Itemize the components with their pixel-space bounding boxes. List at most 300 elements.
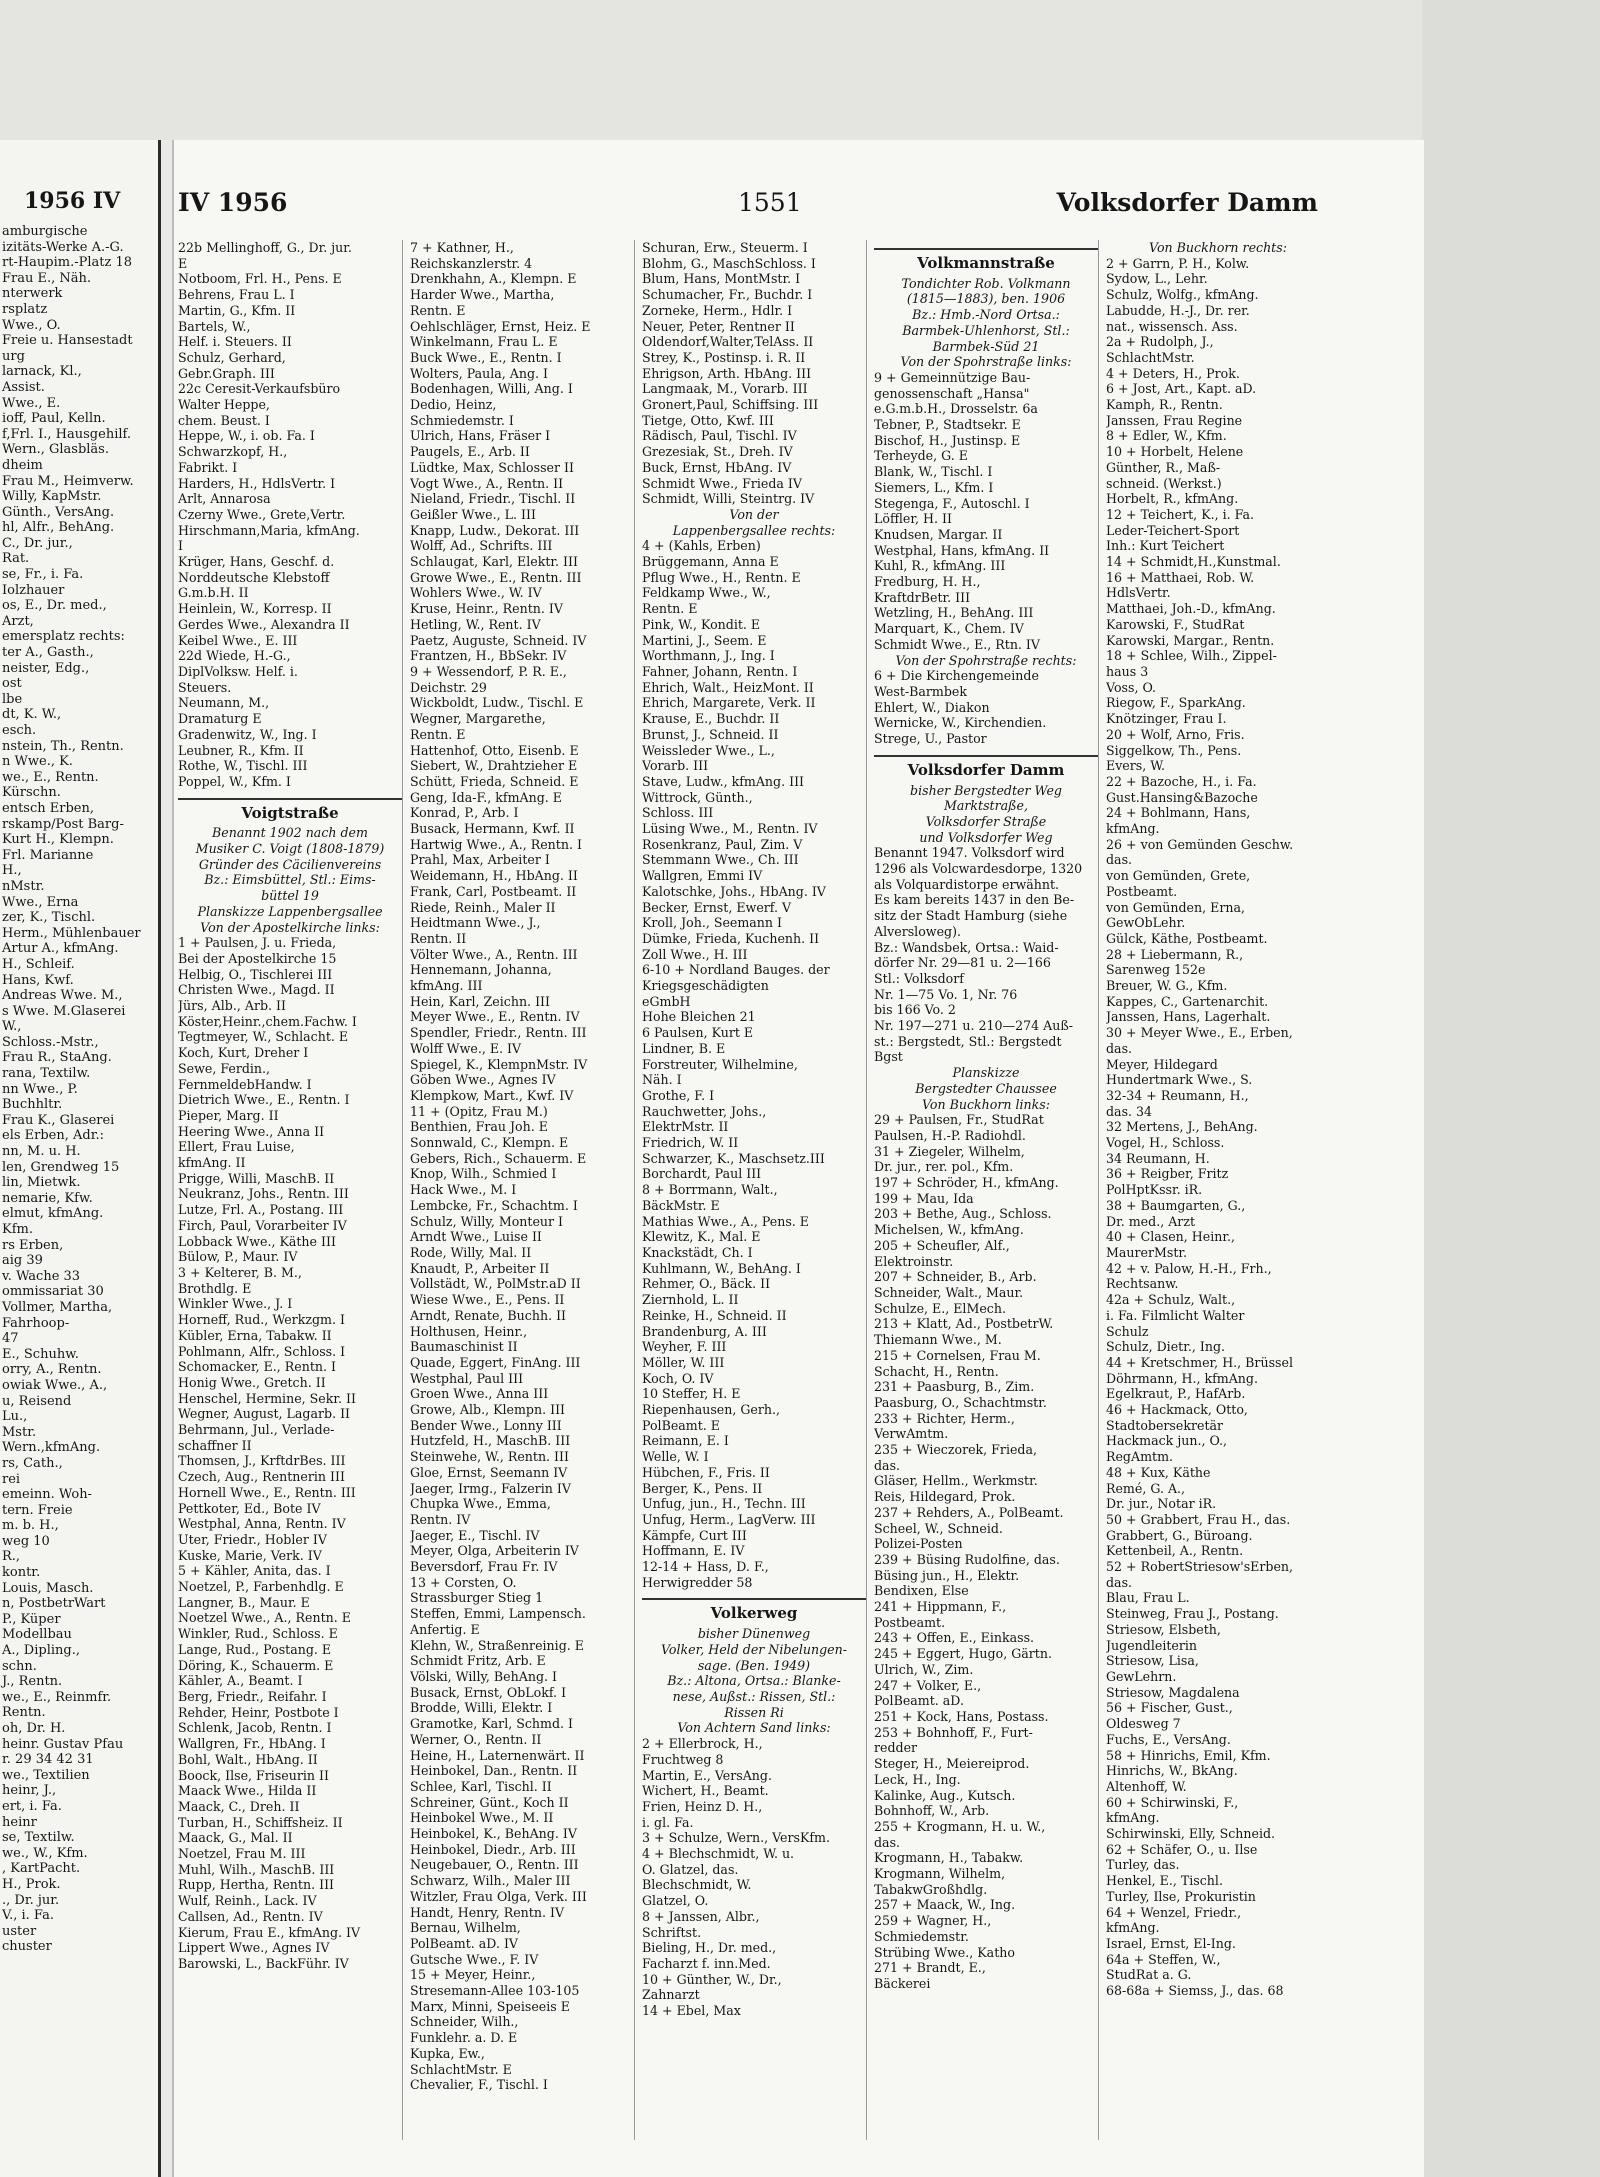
directory-entry: 197 + Schröder, H., kfmAng. bbox=[874, 1175, 1059, 1191]
column-5 bbox=[1106, 240, 1330, 2140]
directory-entry: Notboom, Frl. H., Pens. E bbox=[178, 271, 342, 287]
directory-entry: 15 + Meyer, Heinr., bbox=[410, 1967, 536, 1983]
directory-entry: Poppel, W., Kfm. I bbox=[178, 773, 291, 789]
directory-entry: Meyer, Hildegard bbox=[1106, 1056, 1218, 1072]
directory-entry: Wichert, H., Beamt. bbox=[642, 1783, 769, 1799]
directory-entry: 251 + Kock, Hans, Postass. bbox=[874, 1708, 1049, 1724]
directory-entry: Bohnhoff, W., Arb. bbox=[874, 1803, 990, 1819]
left-page-line: Lu., bbox=[2, 1409, 28, 1425]
directory-entry: Kalotschke, Johs., HbAng. IV bbox=[642, 883, 826, 899]
directory-entry: Buck Wwe., E., Rentn. I bbox=[410, 349, 562, 365]
running-street-title: Volksdorfer Damm bbox=[1056, 188, 1318, 217]
directory-entry: 1296 als Volcwardesdorpe, 1320 bbox=[874, 861, 1083, 877]
directory-entry: Rentn. E bbox=[410, 726, 466, 742]
directory-entry: Striesow, Lisa, bbox=[1106, 1653, 1199, 1669]
directory-entry: Wohlers Wwe., W. IV bbox=[410, 585, 542, 601]
directory-entry: Barmbek-Uhlenhorst, Stl.: bbox=[902, 322, 1070, 338]
directory-entry: 3 + Kelterer, B. M., bbox=[178, 1265, 302, 1280]
left-page-line: schn. bbox=[2, 1658, 37, 1674]
directory-entry: Bischof, H., Justinsp. E bbox=[874, 432, 1021, 448]
left-page-line: Iolzhauer bbox=[2, 582, 65, 598]
directory-entry: Lobback Wwe., Käthe III bbox=[178, 1233, 336, 1249]
directory-entry: Musiker C. Voigt (1808-1879) bbox=[195, 841, 385, 857]
directory-entry: Strassburger Stieg 1 bbox=[410, 1590, 544, 1606]
directory-entry: 215 + Cornelsen, Frau M. bbox=[874, 1347, 1041, 1363]
directory-entry: Kämpfe, Curt III bbox=[642, 1527, 747, 1543]
left-page-line: entsch Erben, bbox=[2, 800, 94, 816]
directory-entry: Hein, Karl, Zeichn. III bbox=[410, 993, 550, 1009]
directory-entry: Martin, G., Kfm. II bbox=[178, 302, 296, 318]
left-page-line: n, PostbetrWart bbox=[2, 1596, 106, 1612]
directory-entry: Holthusen, Heinr., bbox=[410, 1323, 528, 1339]
directory-entry: Rothe, W., Tischl. III bbox=[178, 758, 308, 774]
directory-entry: PolBeamt. aD. IV bbox=[410, 1935, 519, 1951]
directory-entry: Schlenk, Jacob, Rentn. I bbox=[178, 1720, 332, 1736]
directory-entry: Beversdorf, Frau Fr. IV bbox=[410, 1559, 558, 1575]
street-heading: Volkerweg bbox=[642, 1598, 866, 1622]
directory-entry: Pink, W., Kondit. E bbox=[642, 616, 761, 632]
directory-entry: TabakwGroßhdlg. bbox=[874, 1881, 988, 1897]
directory-entry: Anfertig. E bbox=[410, 1621, 480, 1637]
directory-entry: Firch, Paul, Vorarbeiter IV bbox=[178, 1217, 347, 1233]
directory-entry: Jaeger, Irmg., Falzerin IV bbox=[410, 1480, 571, 1496]
directory-entry: Breuer, W. G., Kfm. bbox=[1106, 978, 1228, 994]
directory-entry: Paasburg, O., Schachtmstr. bbox=[874, 1394, 1047, 1410]
directory-entry: Tegtmeyer, W., Schlacht. E bbox=[178, 1029, 349, 1045]
directory-entry: büttel 19 bbox=[261, 888, 319, 904]
directory-entry: Ehrich, Walt., HeizMont. II bbox=[642, 679, 814, 695]
directory-entry: Schneider, Wilh., bbox=[410, 2014, 519, 2030]
directory-entry: 58 + Hinrichs, Emil, Kfm. bbox=[1106, 1747, 1271, 1763]
directory-entry: Bäckerei bbox=[874, 1975, 931, 1991]
directory-entry: Von der Spohrstraße rechts: bbox=[895, 652, 1077, 668]
left-page-line: W., bbox=[2, 1019, 22, 1035]
directory-entry: Wallgren, Emmi IV bbox=[642, 868, 763, 884]
directory-entry: Brothdlg. E bbox=[178, 1280, 252, 1296]
directory-entry: Bz.: Wandsbek, Ortsa.: Waid- bbox=[874, 939, 1059, 955]
directory-entry: Thomsen, J., KrftdrBes. III bbox=[178, 1453, 346, 1469]
directory-entry: MaurerMstr. bbox=[1106, 1245, 1188, 1260]
directory-entry: bisher Dünenweg bbox=[697, 1626, 811, 1642]
directory-entry: 44 + Kretschmer, H., Brüssel bbox=[1106, 1354, 1293, 1370]
directory-entry: GewLehrn. bbox=[1106, 1668, 1177, 1684]
left-page-line: kontr. bbox=[2, 1565, 41, 1581]
directory-entry: Berg, Friedr., Reifahr. I bbox=[178, 1688, 327, 1704]
directory-entry: Czech, Aug., Rentnerin III bbox=[178, 1469, 345, 1485]
directory-entry: Knudsen, Margar. II bbox=[874, 526, 1003, 542]
directory-entry: 6 Paulsen, Kurt E bbox=[642, 1025, 754, 1041]
column-3 bbox=[642, 240, 867, 2140]
street-heading: Volkmannstraße bbox=[874, 248, 1098, 272]
column-1 bbox=[178, 240, 403, 2140]
directory-entry: 257 + Maack, W., Ing. bbox=[874, 1897, 1016, 1913]
directory-entry: Bartels, W., bbox=[178, 318, 251, 334]
directory-entry: sitz der Stadt Hamburg (siehe bbox=[874, 908, 1068, 924]
directory-entry: Schulz bbox=[1106, 1323, 1149, 1339]
directory-entry: Zorneke, Herm., Hdlr. I bbox=[642, 302, 793, 318]
directory-entry: Rentn. II bbox=[410, 930, 467, 946]
directory-entry: Büsing jun., H., Elektr. bbox=[874, 1567, 1020, 1583]
directory-entry: Grezesiak, St., Dreh. IV bbox=[642, 444, 793, 460]
directory-entry: Gramotke, Karl, Schmd. I bbox=[410, 1716, 574, 1732]
left-page-line: rs, Cath., bbox=[2, 1455, 63, 1471]
directory-entry: Unfug, jun., H., Techn. III bbox=[642, 1496, 806, 1512]
directory-entry: 235 + Wieczorek, Frieda, bbox=[874, 1442, 1037, 1458]
directory-entry: Schreiner, Günt., Koch II bbox=[410, 1794, 569, 1810]
left-page-line: A., Dipling., bbox=[2, 1643, 80, 1659]
directory-entry: Striesow, Magdalena bbox=[1106, 1684, 1240, 1700]
directory-entry: Gust.Hansing&Bazoche bbox=[1106, 789, 1258, 805]
directory-entry: KraftdrBetr. III bbox=[874, 589, 971, 605]
directory-entry: Siemers, L., Kfm. I bbox=[874, 479, 994, 495]
left-page-line: se, Textilw. bbox=[2, 1830, 75, 1846]
directory-entry: Karowski, Margar., Rentn. bbox=[1106, 632, 1275, 648]
directory-entry: Hohe Bleichen 21 bbox=[642, 1009, 756, 1025]
directory-entry: Ellert, Frau Luise, bbox=[178, 1139, 295, 1155]
directory-entry: Rosenkranz, Paul, Zim. V bbox=[642, 836, 803, 852]
directory-entry: Lüdtke, Max, Schlosser II bbox=[410, 459, 574, 475]
directory-entry: 22 + Bazoche, H., i. Fa. bbox=[1106, 773, 1257, 789]
left-page-line: E., Schuhw. bbox=[2, 1346, 79, 1362]
directory-entry: Von der Spohrstraße links: bbox=[900, 354, 1072, 370]
directory-entry: Von Buckhorn rechts: bbox=[1149, 240, 1287, 255]
directory-entry: Harder Wwe., Martha, bbox=[410, 287, 555, 303]
directory-entry: das. bbox=[874, 1834, 901, 1850]
directory-entry: Lindner, B. E bbox=[642, 1040, 726, 1056]
directory-entry: Wiese Wwe., E., Pens. II bbox=[410, 1292, 565, 1308]
directory-entry: Kalinke, Aug., Kutsch. bbox=[874, 1787, 1016, 1803]
directory-entry: Rode, Willy, Mal. II bbox=[410, 1245, 532, 1260]
left-page-line: ommissariat 30 bbox=[2, 1284, 104, 1300]
directory-entry: 2 + Ellerbrock, H., bbox=[642, 1736, 763, 1752]
left-page-line: heinr. Gustav Pfau bbox=[2, 1736, 124, 1752]
directory-entry: Jaeger, E., Tischl. IV bbox=[410, 1527, 540, 1543]
directory-entry: Brodde, Willi, Elektr. I bbox=[410, 1700, 553, 1716]
left-page-line: Wern.,kfmAng. bbox=[2, 1440, 101, 1456]
directory-entry: Rädisch, Paul, Tischl. IV bbox=[642, 428, 797, 444]
directory-entry: Lappenbergsallee rechts: bbox=[672, 522, 836, 538]
directory-entry: st.: Bergstedt, Stl.: Bergstedt bbox=[874, 1033, 1062, 1049]
directory-entry: ElektrMstr. II bbox=[642, 1119, 729, 1135]
directory-entry: BäckMstr. E bbox=[642, 1197, 720, 1213]
directory-entry: Rehder, Heinr, Postbote I bbox=[178, 1704, 339, 1720]
directory-entry: 231 + Paasburg, B., Zim. bbox=[874, 1379, 1035, 1395]
directory-entry: Paulsen, H.-P. Radiohdl. bbox=[874, 1127, 1026, 1143]
left-page-line: aig 39 bbox=[2, 1253, 43, 1269]
directory-entry: 7 + Kathner, H., bbox=[410, 240, 514, 255]
left-page-line: J., Rentn. bbox=[2, 1674, 63, 1690]
directory-entry: Planskizze Lappenbergsallee bbox=[197, 903, 383, 919]
directory-entry: 29 + Paulsen, Fr., StudRat bbox=[874, 1112, 1044, 1128]
directory-entry: schneid. (Werkst.) bbox=[1106, 475, 1222, 491]
directory-entry: Hirschmann,Maria, kfmAng. bbox=[178, 522, 360, 538]
directory-entry: Schulze, E., ElMech. bbox=[874, 1300, 1006, 1316]
directory-entry: 62 + Schäfer, O., u. Ilse bbox=[1106, 1841, 1258, 1857]
directory-entry: Remé, G. A., bbox=[1106, 1480, 1186, 1496]
directory-entry: Schmiedemstr. I bbox=[410, 412, 514, 428]
directory-entry: Hoffmann, E. IV bbox=[642, 1543, 745, 1559]
left-page-line: f,Frl. I., Hausgehilf. bbox=[2, 426, 131, 442]
directory-entry: 22b Mellinghoff, G., Dr. jur. bbox=[178, 240, 352, 255]
directory-entry: Funklehr. a. D. E bbox=[410, 2030, 518, 2046]
directory-entry: Turban, H., Schiffsheiz. II bbox=[178, 1814, 343, 1830]
directory-entry: Wegner, August, Lagarb. II bbox=[178, 1406, 351, 1422]
page-number: 1551 bbox=[738, 188, 802, 217]
directory-entry: Volker, Held der Nibelungen- bbox=[660, 1641, 848, 1657]
directory-entry: Gebr.Graph. III bbox=[178, 365, 275, 381]
left-page-line: zer, K., Tischl. bbox=[2, 910, 96, 926]
directory-entry: Reis, Hildegard, Prok. bbox=[874, 1489, 1016, 1505]
directory-entry: Hornell Wwe., E., Rentn. III bbox=[178, 1484, 356, 1500]
directory-entry: Marktstraße, bbox=[943, 798, 1029, 814]
directory-entry: SchlachtMstr. E bbox=[410, 2061, 512, 2077]
directory-entry: 20 + Wolf, Arno, Fris. bbox=[1106, 726, 1245, 742]
directory-entry: Maack, C., Dreh. II bbox=[178, 1798, 300, 1814]
directory-entry: Kruse, Heinr., Rentn. IV bbox=[410, 601, 563, 617]
left-page-line: nn Wwe., P. bbox=[2, 1081, 78, 1097]
directory-entry: Reinke, H., Schneid. II bbox=[642, 1307, 787, 1323]
directory-entry: von Gemünden, Erna, bbox=[1106, 899, 1245, 915]
directory-entry: Martini, J., Seem. E bbox=[642, 632, 767, 648]
directory-entry: Vogel, H., Schloss. bbox=[1106, 1135, 1225, 1151]
directory-entry: 26 + von Gemünden Geschw. bbox=[1106, 836, 1294, 852]
directory-entry: Vollstädt, W., PolMstr.aD II bbox=[410, 1276, 581, 1292]
left-page-line: Rentn. bbox=[2, 1705, 46, 1721]
directory-entry: Bergstedter Chaussee bbox=[915, 1080, 1057, 1096]
directory-entry: Schwarz, Wilh., Maler III bbox=[410, 1873, 571, 1889]
directory-entry: 34 Reumann, H. bbox=[1106, 1150, 1210, 1166]
directory-entry: Noetzel, P., Farbenhdlg. E bbox=[178, 1579, 344, 1595]
left-page-line: Wwe., E. bbox=[2, 395, 61, 411]
left-page-line: Wwe., O. bbox=[2, 317, 61, 333]
directory-entry: Klewitz, K., Mal. E bbox=[642, 1229, 761, 1245]
directory-entry: Wernicke, W., Kirchendien. bbox=[874, 715, 1047, 731]
directory-entry: 8 + Edler, W., Kfm. bbox=[1106, 428, 1227, 444]
directory-entry: Lippert Wwe., Agnes IV bbox=[178, 1940, 330, 1956]
directory-entry: Christen Wwe., Magd. II bbox=[178, 982, 335, 998]
directory-entry: Kroll, Joh., Seemann I bbox=[642, 915, 783, 931]
directory-entry: Siggelkow, Th., Pens. bbox=[1106, 742, 1242, 758]
directory-entry: haus 3 bbox=[1106, 663, 1149, 679]
directory-entry: Harders, H., HdlsVertr. I bbox=[178, 475, 336, 491]
directory-entry: Gläser, Hellm., Werkmstr. bbox=[874, 1473, 1038, 1489]
directory-entry: Wulf, Reinh., Lack. IV bbox=[178, 1893, 317, 1909]
left-page-line: Kürschn. bbox=[2, 785, 61, 801]
directory-entry: Fredburg, H. H., bbox=[874, 574, 981, 590]
directory-entry: Bohl, Walt., HbAng. II bbox=[178, 1751, 318, 1767]
directory-entry: Koch, Kurt, Dreher I bbox=[178, 1045, 309, 1061]
left-page-line: uster bbox=[2, 1923, 37, 1939]
directory-entry: Schwarzkopf, H., bbox=[178, 444, 288, 460]
directory-entry: Becker, Ernst, Ewerf. V bbox=[642, 899, 792, 915]
directory-entry: 205 + Scheufler, Alf., bbox=[874, 1237, 1010, 1253]
directory-entry: Blank, W., Tischl. I bbox=[874, 464, 993, 480]
left-page-line: ert, i. Fa. bbox=[2, 1798, 62, 1814]
directory-entry: i. Fa. Filmlicht Walter bbox=[1106, 1307, 1245, 1323]
directory-entry: Dedio, Heinz, bbox=[410, 397, 497, 413]
directory-entry: schaffner II bbox=[178, 1437, 252, 1453]
directory-entry: Walter Heppe, bbox=[178, 397, 270, 413]
directory-entry: Kriegsgeschädigten bbox=[642, 978, 769, 994]
directory-entry: Forstreuter, Wilhelmine, bbox=[642, 1056, 798, 1072]
directory-entry: Ulrich, Hans, Fräser I bbox=[410, 428, 551, 444]
left-page-line: 47 bbox=[2, 1331, 19, 1347]
directory-entry: Busack, Hermann, Kwf. II bbox=[410, 821, 575, 837]
directory-entry: Hinrichs, W., BkAng. bbox=[1106, 1763, 1238, 1779]
directory-entry: Pieper, Marg. II bbox=[178, 1107, 279, 1123]
directory-entry: Klehn, W., Straßenreinig. E bbox=[410, 1637, 584, 1653]
directory-entry: Fruchtweg 8 bbox=[642, 1751, 724, 1767]
left-page-line: owiak Wwe., A., bbox=[2, 1377, 108, 1393]
directory-entry: 199 + Mau, Ida bbox=[874, 1190, 974, 1206]
directory-entry: Dramaturg E bbox=[178, 711, 262, 727]
left-page-line: Louis, Masch. bbox=[2, 1580, 94, 1596]
left-page-line: len, Grendweg 15 bbox=[2, 1159, 120, 1175]
directory-entry: Janssen, Frau Regine bbox=[1106, 412, 1243, 428]
directory-entry: Kuhlmann, W., BehAng. I bbox=[642, 1260, 801, 1276]
directory-entry: 40 + Clasen, Heinr., bbox=[1106, 1229, 1236, 1245]
left-page-line: C., Dr. jur., bbox=[2, 535, 73, 551]
directory-entry: Steger, H., Meiereiprod. bbox=[874, 1756, 1030, 1772]
directory-entry: Klempkow, Mart., Kwf. IV bbox=[410, 1087, 574, 1103]
left-page-line: ioff, Paul, Kelln. bbox=[2, 411, 106, 427]
left-page-line: Buchhltr. bbox=[2, 1097, 63, 1113]
directory-entry: Heinbokel, Diedr., Arb. III bbox=[410, 1841, 576, 1857]
left-page-line: Frau E., Näh. bbox=[2, 270, 92, 286]
directory-entry: Pettkoter, Ed., Bote IV bbox=[178, 1500, 321, 1516]
directory-entry: Inh.: Kurt Teichert bbox=[1106, 538, 1225, 554]
directory-entry: Völski, Willy, BehAng. I bbox=[410, 1668, 557, 1684]
left-page-line: Wwe., Erna bbox=[2, 894, 79, 910]
directory-entry: Dr. jur., Notar iR. bbox=[1106, 1496, 1217, 1512]
directory-entry: Boock, Ilse, Friseurin II bbox=[178, 1767, 329, 1783]
left-page-line: urg bbox=[2, 348, 25, 364]
directory-entry: Heidtmann Wwe., J., bbox=[410, 915, 541, 931]
directory-entry: Schmidt Wwe., E., Rtn. IV bbox=[874, 636, 1041, 652]
directory-entry: Knackstädt, Ch. I bbox=[642, 1245, 753, 1260]
directory-entry: 8 + Janssen, Albr., bbox=[642, 1908, 760, 1924]
directory-entry: 64 + Wenzel, Friedr., bbox=[1106, 1904, 1242, 1920]
directory-entry: Benannt 1902 nach dem bbox=[212, 825, 368, 841]
directory-entry: Facharzt f. inn.Med. bbox=[642, 1955, 771, 1971]
directory-entry: Gründer des Cäcilienvereins bbox=[198, 856, 382, 872]
directory-entry: GewObLehr. bbox=[1106, 915, 1186, 931]
directory-entry: Schmidt Fritz, Arb. E bbox=[410, 1653, 546, 1669]
directory-entry: Schmidt Wwe., Frieda IV bbox=[642, 475, 802, 491]
directory-entry: 247 + Volker, E., bbox=[874, 1677, 982, 1693]
left-page-line: os, E., Dr. med., bbox=[2, 598, 107, 614]
directory-entry: Sewe, Ferdin., bbox=[178, 1060, 271, 1076]
directory-entry: Möller, W. III bbox=[642, 1354, 725, 1370]
directory-entry: Paugels, E., Arb. II bbox=[410, 444, 530, 460]
left-page-line: emeinn. Woh- bbox=[2, 1487, 92, 1503]
directory-entry: Döhrmann, H., kfmAng. bbox=[1106, 1370, 1258, 1386]
left-page-fragment bbox=[0, 140, 161, 2177]
directory-entry: Welle, W. I bbox=[642, 1449, 709, 1465]
directory-entry: Dr. med., Arzt bbox=[1106, 1213, 1196, 1229]
left-page-line: emersplatz rechts: bbox=[2, 629, 125, 645]
left-page-line: heinr, J., bbox=[2, 1783, 57, 1799]
left-page-line: neister, Edg., bbox=[2, 660, 90, 676]
directory-entry: Kübler, Erna, Tabakw. II bbox=[178, 1327, 332, 1343]
directory-entry: Czerny Wwe., Grete,Vertr. bbox=[178, 506, 346, 522]
directory-entry: Matthaei, Joh.-D., kfmAng. bbox=[1106, 601, 1276, 617]
directory-entry: FernmeldebHandw. I bbox=[178, 1076, 312, 1092]
directory-entry: Rentn. IV bbox=[410, 1511, 471, 1527]
directory-entry: Schmidt, Willi, Steintrg. IV bbox=[642, 491, 815, 507]
directory-entry: Tondichter Rob. Volkmann bbox=[901, 275, 1071, 291]
directory-entry: Westphal, Hans, kfmAng. II bbox=[874, 542, 1050, 558]
directory-entry: Glatzel, O. bbox=[642, 1893, 709, 1909]
left-page-line: els Erben, Adr.: bbox=[2, 1128, 105, 1144]
directory-entry: i. gl. Fa. bbox=[642, 1814, 694, 1830]
directory-entry: Keibel Wwe., E. III bbox=[178, 632, 298, 648]
directory-entry: Henkel, E., Tischl. bbox=[1106, 1873, 1223, 1889]
directory-entry: Knaudt, P., Arbeiter II bbox=[410, 1260, 550, 1276]
directory-entry: Hattenhof, Otto, Eisenb. E bbox=[410, 742, 579, 758]
directory-entry: sage. (Ben. 1949) bbox=[697, 1657, 811, 1673]
directory-entry: Frien, Heinz D. H., bbox=[642, 1798, 763, 1814]
scan-top-margin bbox=[0, 0, 1600, 140]
directory-entry: Krogmann, Wilhelm, bbox=[874, 1866, 1006, 1882]
left-page-line: nterwerk bbox=[2, 286, 63, 302]
directory-entry: kfmAng. bbox=[1106, 1920, 1160, 1936]
directory-entry: Schumacher, Fr., Buchdr. I bbox=[642, 287, 813, 303]
directory-entry: nese, Außst.: Rissen, Stl.: bbox=[672, 1688, 836, 1704]
directory-entry: 237 + Rehders, A., PolBeamt. bbox=[874, 1504, 1064, 1520]
directory-entry: Gronert,Paul, Schiffsing. III bbox=[642, 397, 819, 413]
directory-entry: E bbox=[178, 255, 188, 271]
directory-entry: Nr. 197—271 u. 210—274 Auß- bbox=[874, 1018, 1073, 1034]
directory-entry: 38 + Baumgarten, G., bbox=[1106, 1197, 1246, 1213]
directory-entry: Sonnwald, C., Klempn. E bbox=[410, 1135, 569, 1151]
directory-entry: Ehrigson, Arth. HbAng. III bbox=[642, 365, 812, 381]
left-page-line: hl, Alfr., BehAng. bbox=[2, 520, 115, 536]
directory-entry: das. bbox=[1106, 852, 1133, 868]
directory-entry: Benthien, Frau Joh. E bbox=[410, 1119, 548, 1135]
directory-entry: Schulz, Dietr., Ing. bbox=[1106, 1339, 1226, 1355]
directory-entry: Steuers. bbox=[178, 679, 232, 695]
directory-entry: Quade, Eggert, FinAng. III bbox=[410, 1354, 581, 1370]
directory-entry: 28 + Liebermann, R., bbox=[1106, 946, 1244, 962]
directory-entry: Hübchen, F., Fris. II bbox=[642, 1464, 770, 1480]
directory-entry: 2 + Garrn, P. H., Kolw. bbox=[1106, 255, 1250, 271]
directory-entry: Göben Wwe., Agnes IV bbox=[410, 1072, 556, 1088]
directory-entry: Oehlschläger, Ernst, Heiz. E bbox=[410, 318, 591, 334]
directory-entry: Strege, U., Pastor bbox=[874, 731, 987, 747]
directory-entry: Von der Apostelkirche links: bbox=[200, 919, 380, 935]
directory-entry: Brandenburg, A. III bbox=[642, 1323, 767, 1339]
left-page-line: Artur A., kfmAng. bbox=[2, 941, 119, 957]
directory-entry: Kuhl, R., kfmAng. III bbox=[874, 558, 1006, 574]
directory-entry: Stegenga, F., Autoschl. I bbox=[874, 495, 1030, 511]
directory-entry: Gerdes Wwe., Alexandra II bbox=[178, 616, 350, 632]
directory-entry: 50 + Grabbert, Frau H., das. bbox=[1106, 1511, 1291, 1527]
directory-entry: Tebner, P., Stadtsekr. E bbox=[874, 417, 1021, 433]
directory-entry: Rupp, Hertha, Rentn. III bbox=[178, 1877, 335, 1893]
directory-entry: Fahner, Johann, Rentn. I bbox=[642, 663, 798, 679]
directory-entry: Siebert, W., Drahtzieher E bbox=[410, 758, 578, 774]
directory-entry: 42a + Schulz, Walt., bbox=[1106, 1292, 1236, 1308]
directory-entry: Lembcke, Fr., Schachtm. I bbox=[410, 1197, 578, 1213]
directory-entry: Winkelmann, Frau L. E bbox=[410, 334, 558, 350]
directory-entry: 6 + Jost, Art., Kapt. aD. bbox=[1106, 381, 1257, 397]
directory-entry: DiplVolksw. Helf. i. bbox=[178, 663, 298, 679]
directory-entry: Ziernhold, L. II bbox=[642, 1292, 739, 1308]
directory-entry: Spiegel, K., KlempnMstr. IV bbox=[410, 1056, 588, 1072]
left-page-line: Wern., Glasbläs. bbox=[2, 442, 109, 458]
directory-entry: Blum, Hans, MontMstr. I bbox=[642, 271, 801, 287]
